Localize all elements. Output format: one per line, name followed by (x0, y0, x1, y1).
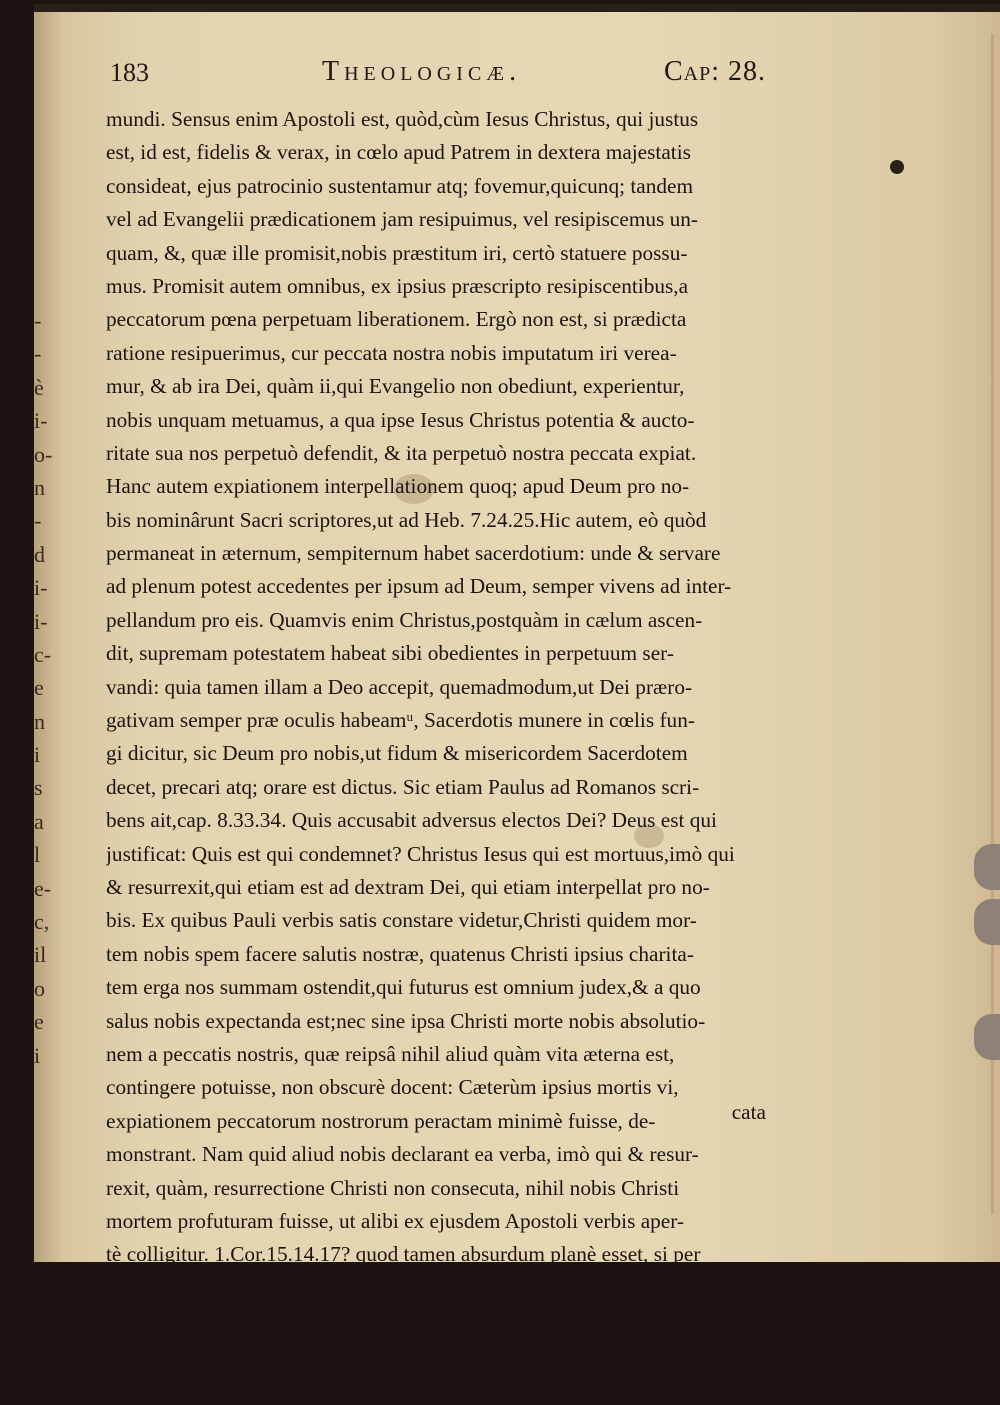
text-line: Christi mortem expiatio peracta fuisset. Sed nec resurrexisse quidem (106, 1275, 691, 1300)
text-line: salus nobis expectanda est;nec sine ipsa Christi morte nobis absolutio- (106, 1008, 706, 1033)
text-line: & resurrexit,qui etiam est ad dextram Dei, qui etiam interpellat pro no- (106, 874, 710, 899)
text-line: Christum satis futurum docent sequentia Apostoli verba: Qui & est ad (106, 1309, 700, 1334)
top-shadow (34, 4, 1000, 12)
margin-fragment: è (34, 374, 44, 400)
text-line: Hanc autem expiationem interpellationem quoq; apud Deum pro no- (106, 474, 690, 499)
ink-blot (890, 160, 904, 174)
margin-fragment: i (34, 742, 41, 768)
margin-fragment: n (34, 474, 45, 500)
text-line: contingere potuisse, non obscurè docent: Cæterùm ipsius mortis vi, (106, 1075, 679, 1100)
margin-fragment: - (34, 341, 42, 367)
text-line: nem a peccatis nostris, quæ reipsâ nihil aliud quàm vita æterna est, (106, 1041, 675, 1066)
margin-fragment: e- (34, 875, 52, 901)
text-line: ad plenum potest accedentes per ipsum ad Deum, semper vivens ad inter- (106, 574, 732, 599)
margin-fragment: c, (34, 909, 50, 935)
text-line: (nam hac de re manifestè ait Paulus) quod idem est, atq; ut nostra pec- (106, 1375, 705, 1400)
text-line: ritate sua nos perpetuò defendit, & ita perpetuò nostra peccata expiat. (106, 440, 697, 465)
text-line: pellandum pro eis. Quamvis enim Christus,postquàm in cælum ascen- (106, 607, 703, 632)
margin-fragment: e (34, 1009, 44, 1035)
margin-fragment: o- (34, 441, 53, 467)
text-line: vel ad Evangelii prædicationem jam resipuimus, vel resipiscemus un- (106, 207, 699, 232)
text-line: mur, & ab ira Dei, quàm ii,qui Evangelio non obediunt, experientur, (106, 374, 685, 399)
margin-fragment: l (34, 842, 41, 868)
text-line: gi dicitur, sic Deum pro nobis,ut fidum & misericordem Sacerdotem (106, 741, 688, 766)
margin-fragment: i- (34, 575, 48, 601)
page-edge-notch (974, 1014, 1000, 1060)
text-line: Dexteram Dei, &c. Necesse enim fuit ad hoc, ne nos condemnaremur, (106, 1342, 702, 1367)
margin-fragment: n (34, 708, 45, 734)
text-line: tè colligitur. 1.Cor.15.14.17? quod tamen absurdum planè esset, si per (106, 1242, 701, 1267)
text-line: expiationem peccatorum nostrorum peractam minimè fuisse, de- (106, 1108, 656, 1133)
margin-fragment: d (34, 541, 45, 567)
chapter-label: Cap: 28. (663, 56, 766, 87)
margin-fragment: e (34, 675, 44, 701)
text-line: peccatorum pœna perpetuam liberationem. Ergò non est, si prædicta (106, 307, 687, 332)
text-line: rexit, quàm, resurrectione Christi non consecuta, nihil nobis Christi (106, 1175, 680, 1200)
text-line: gativam semper præ oculis habeamᵘ, Sacerdotis munere in cœlis fun- (106, 708, 695, 733)
margin-fragment: il (34, 942, 47, 968)
margin-fragment: i- (34, 608, 48, 634)
text-line: decet, precari atq; orare est dictus. Sic etiam Paulus ad Romanos scri- (106, 774, 700, 799)
text-line: vandi: quia tamen illam a Deo accepit, quemadmodum,ut Dei præro- (106, 674, 693, 699)
text-line: mortem profuturam fuisse, ut alibi ex ejusdem Apostoli verbis aper- (106, 1208, 685, 1233)
margin-fragment: i (34, 1042, 41, 1068)
margin-fragment: - (34, 508, 42, 534)
text-line: mundi. Sensus enim Apostoli est, quòd,cùm Iesus Christus, qui justus (106, 107, 699, 131)
text-line: ratione resipuerimus, cur peccata nostra nobis imputatum iri verea- (106, 340, 677, 365)
running-title: Theologicæ. (322, 56, 522, 87)
text-line: consideat, ejus patrocinio sustentamur atq; fovemur,quicunq; tandem (106, 173, 694, 198)
text-line: bis nominârunt Sacri scriptores,ut ad Heb. 7.24.25.Hic autem, eò quòd (106, 507, 707, 532)
margin-fragment: a (34, 808, 44, 834)
margin-fragment: c- (34, 641, 52, 667)
text-line: tem erga nos summam ostendit,qui futurus est omnium judex,& a quo (106, 975, 701, 1000)
text-line: bis. Ex quibus Pauli verbis satis constare videtur,Christi quidem mor- (106, 908, 697, 933)
body-text (106, 103, 766, 1405)
left-margin-fragments (34, 304, 64, 1072)
margin-fragment: o (34, 975, 45, 1001)
margin-fragment: - (34, 308, 42, 333)
page-edge-notch (974, 899, 1000, 945)
page-number: 183 (110, 58, 149, 87)
catchword: cata (731, 1100, 766, 1124)
margin-fragment: i- (34, 408, 48, 434)
page-header (110, 58, 770, 98)
text-line: tem nobis spem facere salutis nostræ, quatenus Christi ipsius charita- (106, 941, 694, 966)
text-line: quam, &, quæ ille promisit,nobis præstitum iri, certò statuere possu- (106, 240, 688, 265)
page-edge-notch (974, 844, 1000, 890)
text-line: bens ait,cap. 8.33.34. Quis accusabit adversus electos Dei? Deus est qui (106, 808, 717, 833)
text-line: nobis unquam metuamus, a qua ipse Iesus Christus potentia & aucto- (106, 407, 695, 432)
text-line: dit, supremam potestatem habeat sibi obedientes in perpetuum ser- (106, 641, 674, 666)
text-line: mus. Promisit autem omnibus, ex ipsius præscripto resipiscentibus,a (106, 273, 689, 298)
text-line: est, id est, fidelis & verax, in cœlo apud Patrem in dextera majestatis (106, 140, 691, 165)
text-line: justificat: Quis est qui condemnet? Christus Iesus qui est mortuus,imò qui (106, 841, 735, 866)
text-line: monstrant. Nam quid aliud nobis declarant ea verba, imò qui & resur- (106, 1142, 699, 1167)
text-line: permaneat in æternum, sempiternum habet sacerdotium: unde & servare (106, 541, 721, 566)
margin-fragment: s (34, 775, 43, 801)
